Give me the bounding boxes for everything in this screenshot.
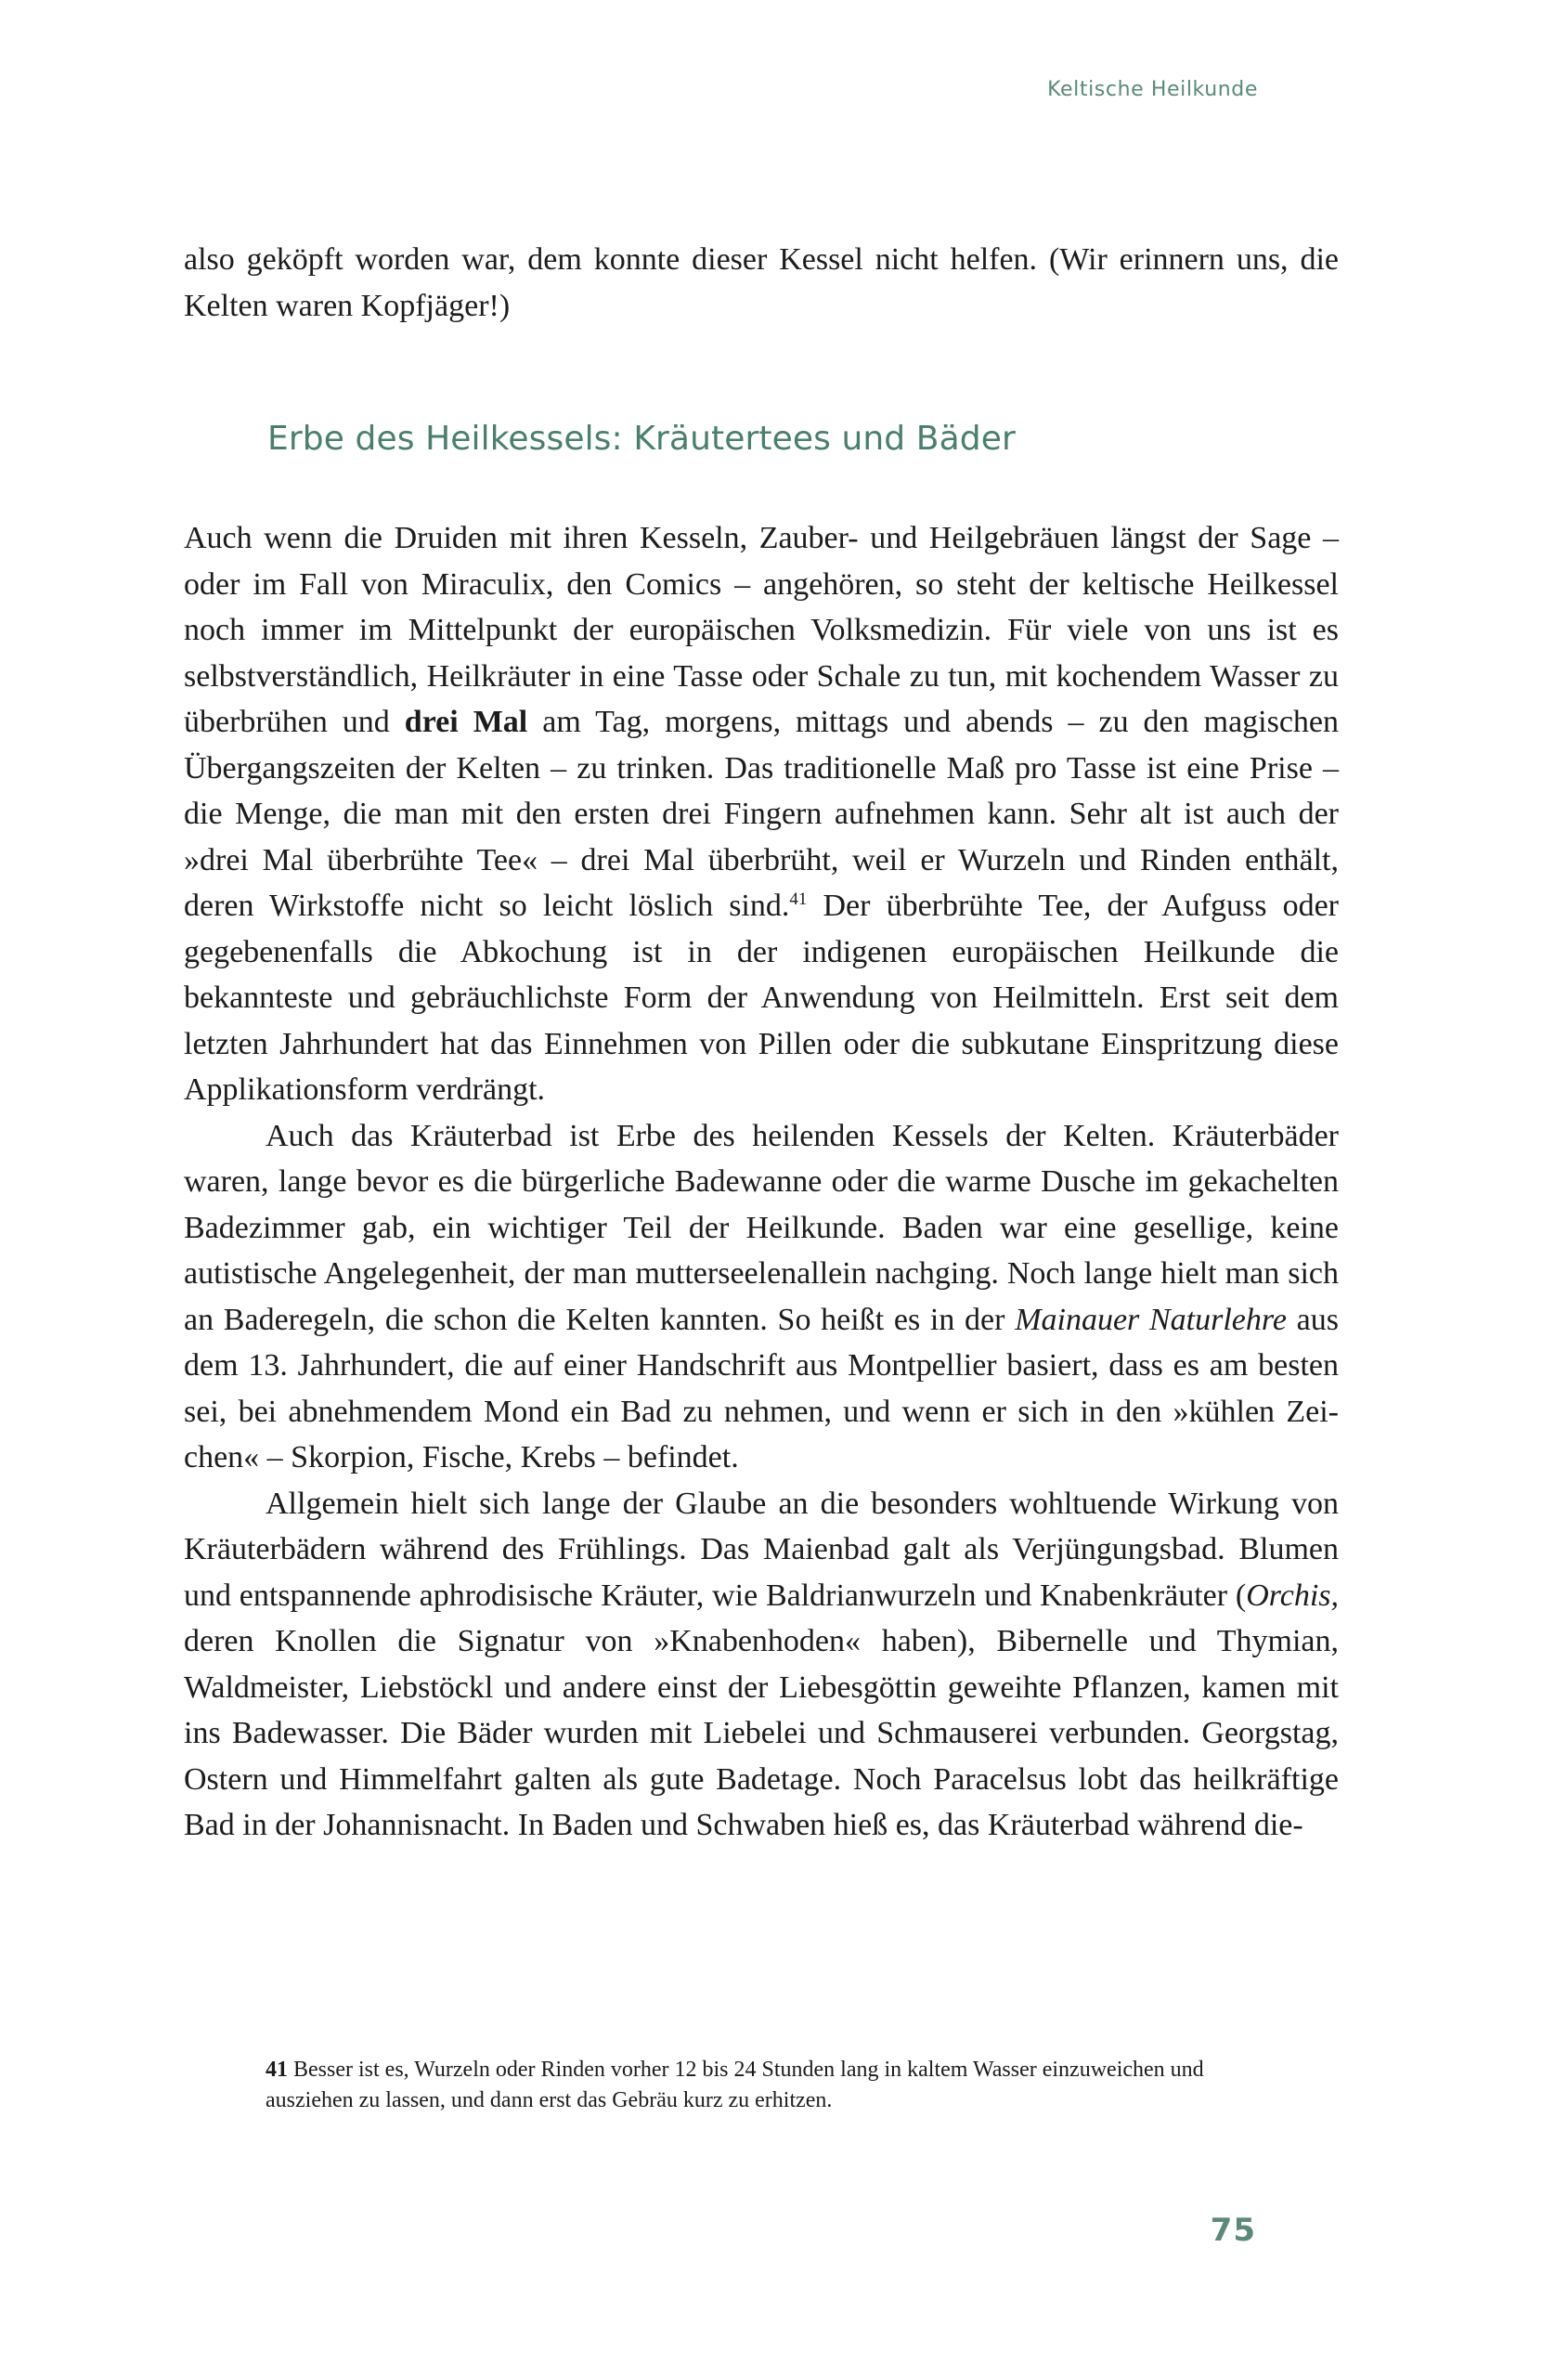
paragraph-1-part-1: Auch wenn die Druiden mit ihren Kesseln, Zauber- und Heilgebräuen längst der Sage – oder im Fall von Miraculix, den Comics – angehören, so steht der keltische Heilkessel noch immer im Mittelpunkt der europäischen Volksmedizin. Für viele von uns ist es selbstverständlich, Heilkräuter in eine Tasse oder Schale zu tun, mit kochendem Wasser zu überbrühen und (184, 521, 1339, 739)
footnote-number: 41 (266, 2058, 288, 2082)
paragraph-2-part-1: Auch das Kräuterbad ist Erbe des heilenden Kessels der Kelten. Kräuterbäder waren, lange bevor es die bürgerliche Badewanne oder die warme Dusche im gekachelten Badezimmer gab, ein wichtiger Teil der Heilkunde. Baden war eine gesellige, keine autistische Angelegenheit, der man mutterseelenallein nachging. Noch lange hielt man sich an Baderegeln, die schon die Kelten kannten. So heißt es in der (184, 1118, 1339, 1337)
continuation-text: also geköpft worden war, dem konnte dieser Kessel nicht helfen. (Wir erinnern uns, die Kelten waren Kopfjäger!) (184, 242, 1339, 323)
paragraph-1-bold: drei Mal (404, 705, 528, 739)
footnote-text: Besser ist es, Wurzeln oder Rinden vorher 12 bis 24 Stunden lang in kaltem Wasser einzuweichen und ausziehen zu lassen, und dann erst das Gebräu kurz zu erhitzen. (266, 2058, 1204, 2112)
footnote (266, 2055, 1250, 2116)
footnote-reference[interactable]: 41 (789, 890, 808, 909)
paragraph-3-part-1: Allgemein hielt sich lange der Glaube an die besonders wohltuende Wirkung von Kräuterbädern während des Frühlings. Das Maienbad galt als Verjüngungsbad. Blumen und entspannende aphrodisische Kräuter, wie Baldrianwurzeln und Knabenkräuter ( (184, 1486, 1339, 1613)
paragraph-2-italic: Mainauer Naturlehre (1015, 1302, 1287, 1337)
continuation-paragraph (184, 237, 1339, 329)
running-head: Keltische Heilkunde (1047, 78, 1258, 101)
page-number: 75 (1210, 2212, 1256, 2249)
body-text (184, 515, 1339, 1849)
paragraph-3-part-2: deren Knollen die Signatur von »Knabenhoden« haben), Bibernelle und Thymian, Waldmeister, Liebstöckl und andere einst der Liebesgöttin geweihte Pflanzen, kamen mit ins Badewasser. Die Bäder wurden mit Liebelei und Schmauserei verbunden. Georgstag, Ostern und Himmelfahrt galten als gute Badetage. Noch Paracelsus lobt das heilkräftige Bad in der Johannisnacht. In Baden und Schwaben hieß es, das Kräuterbad während die- (184, 1624, 1339, 1842)
paragraph-2-part-2: aus dem 13. Jahrhundert, die auf einer Handschrift aus Montpellier basiert, dass es am besten sei, bei abnehmendem Mond ein Bad zu nehmen, und wenn er sich in den »kühlen Zeichen« – Skorpion, Fische, Krebs – befindet. (184, 1302, 1339, 1474)
paragraph-1-part-2: am Tag, morgens, mittags und abends – zu den magischen Übergangszeiten der Kelten – zu trinken. Das traditionelle Maß pro Tasse ist eine Prise – die Menge, die man mit den ersten drei Fingern aufnehmen kann. Sehr alt ist auch der »drei Mal überbrühte Tee« – drei Mal überbrüht, weil er Wurzeln und Rinden enthält, deren Wirkstoffe nicht so leicht löslich sind. (184, 705, 1340, 923)
paragraph-1 (184, 515, 1339, 1113)
paragraph-2 (184, 1113, 1339, 1481)
section-heading: Erbe des Heilkessels: Kräutertees und Bäder (267, 420, 1016, 458)
paragraph-3-italic: Orchis, (1246, 1578, 1339, 1613)
paragraph-3 (184, 1481, 1339, 1849)
paragraph-1-part-3: Der überbrühte Tee, der Aufguss oder gegebenenfalls die Abkochung ist in der indigenen europäischen Heilkunde die bekannteste und gebräuchlichste Form der Anwendung von Heilmitteln. Erst seit dem letzten Jahrhundert hat das Einnehmen von Pillen oder die subkutane Einspritzung diese Applikationsform verdrängt. (184, 889, 1339, 1107)
